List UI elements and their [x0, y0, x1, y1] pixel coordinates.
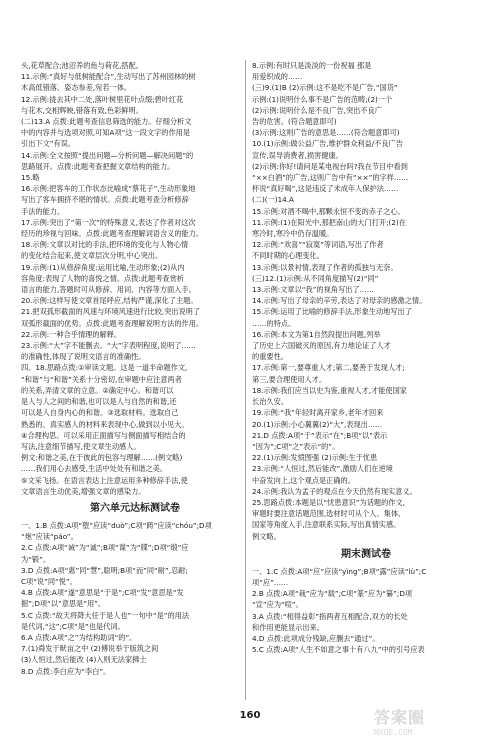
text-line: 7.(1)舜发于畎亩之中 (2)傅说举于版筑之间: [21, 644, 159, 654]
text-line: 中奋发向上,这个观点是正确的。: [252, 475, 355, 485]
text-line: 15.示例:运用了比喻的修辞手法,形象生动地写出了: [252, 307, 412, 317]
text-line: 的重要性。: [252, 352, 288, 362]
text-line: 一、1.C 点拨:A项“应”应读“yìng”;B项“露”应读“lù”;C: [252, 566, 427, 576]
text-line: 杯说“真好喝”,这是违反了未成年人保护法……: [252, 184, 399, 194]
text-line: (3)示例:这则广告的意思是……(符合题意即可): [252, 128, 400, 138]
text-line: 19.示例:“我”年轻时离开家乡,老年才回来: [252, 408, 384, 418]
text-line: 写出了客车拥挤不堪的情状。点拨:此题考查分析修辞: [21, 195, 189, 205]
text-line: 3.A 点拨:“相得益彰”指两者互相配合,双方的长处: [252, 611, 408, 621]
text-line: 23.示例:“人恒过,然后能改”,激励人们在逆境: [252, 464, 393, 474]
text-line: 头,花草配合;池沼养的鱼与荷花,搭配。: [21, 61, 143, 70]
column-divider: [245, 60, 246, 700]
text-line: (2)示例:你好!请问是某电视台吗?我在节目中看到: [252, 161, 408, 171]
text-line: 双弧形截面的优势。点拨:此题考查理解说明方法的作用。: [21, 318, 204, 328]
text-line: C项“说”同“悦”。: [21, 576, 77, 586]
text-line: 寒冷时,寒冷中仍存温暖。: [252, 229, 334, 239]
text-line: 15.略: [21, 173, 40, 183]
text-line: 长治久安。: [252, 397, 288, 407]
text-line: ④合理构思。可以采用正面描写与侧面描写相结合的: [21, 430, 186, 440]
text-line: 2.C 点拨:A项“诫”为“诚”;B项“谍”为“牒”;D项“缎”应: [21, 543, 189, 553]
text-line: “因为”;C项“之”表示“的”。: [252, 441, 340, 451]
text-line: 示例:(1)说明什么事不是广告的范畴;(2)一个: [252, 94, 393, 104]
left-bottom-text: [21, 520, 249, 677]
text-line: 5.C 点拨:“故天将降大任于是人也”一句中“是”的用法: [21, 610, 190, 620]
text-line: 6.A 点拨:A项“之”为结构助词“的”。: [21, 632, 137, 642]
watermark-logo: [374, 705, 492, 737]
text-line: 告的危害。(符合题意即可): [252, 117, 337, 127]
text-line: 2.B 点拨:A项“栽”应为“载”;C项“篆”应为“纂”;D项: [252, 589, 413, 599]
text-line: ……的特点。: [252, 318, 296, 328]
text-line: “炮”应读“páo”。: [21, 532, 78, 542]
text-line: 17.示例:第一,要尊重人才;第二,要善于发现人才;: [252, 363, 405, 373]
text-line: 是代词,“这”;C项“是”也是代词。: [21, 621, 125, 631]
right-column: [252, 60, 480, 655]
text-line: ……我们用心去感受,生活中处处有和谐之美。: [21, 464, 168, 474]
text-line: 思路展开。点拨:此题考查把握文章结构的能力。: [21, 161, 175, 171]
text-line: 的关系,弄清文章的立意。②确定中心。和谐可以: [21, 385, 174, 395]
text-line: 不同时期的心理变化。: [252, 251, 324, 261]
text-line: 4.B 点拨:A项“遂”意思是“于是”;C项“发”意思是“发: [21, 588, 184, 598]
text-line: 12.示例:拢去其中二处,落叶树里花叶点缀;碧叶红花: [21, 94, 184, 104]
text-line: 例文:和谐之美,在于彼此的包容与理解……(例文略): [21, 453, 183, 463]
text-line: “宣”应为“喧”。: [252, 600, 303, 610]
right-top-text: [252, 60, 480, 542]
text-line: 23.示例:“大”字不能删去。“大”字表明程度,说明了……: [21, 341, 196, 351]
text-line: 项“应”……: [252, 577, 289, 587]
text-line: (三)9.(1)B (2)示例:这不是吃不是广告,“国货”: [252, 83, 398, 93]
text-line: 16.示例:把客车的工作状态比喻成“蔡花子”,生动形象地: [21, 184, 196, 194]
text-line: 24.示例:我认为孟子的观点在今天仍然有现实意义。: [252, 486, 417, 496]
text-line: 22.(1)示例:发愤图强 (2)示例:生于忧患: [252, 453, 378, 463]
text-line: 和作用更能显示出来。: [252, 622, 324, 632]
text-line: 四、18.思路点拨:①审读文题。这是一道半命题作文,: [21, 363, 188, 373]
text-line: 语言的能力,答题时可从修辞、用词、内容等方面入手。: [21, 285, 196, 295]
watermark-text: 答案圈: [374, 708, 426, 727]
text-line: (三)12.(1)示例:从不同角度描写(2)“同”: [252, 273, 379, 283]
text-line: 为“锻”。: [21, 554, 51, 564]
text-line: 20.(1)示例:小心翼翼(2)“大”,表现出……: [252, 419, 383, 429]
left-top-text: [21, 60, 249, 497]
section-title-final-exam: 期末测试卷: [341, 548, 391, 560]
text-line: 宣传,误导消费者,损害健康。: [252, 150, 343, 160]
text-line: 12.示例:“欢喜”“寂寞”等词语,写出了作者: [252, 240, 384, 250]
text-line: 14.示例:全文按照“提出问题—分析问题—解决问题”的: [21, 150, 194, 160]
text-line: 引出下文”有误。: [21, 139, 76, 149]
text-line: 14.示例:写出了母亲的辛劳,表达了对母亲的感激之情。: [252, 296, 427, 306]
text-line: 10.(1)示例:做公益广告,维护群众利益/不良广告: [252, 139, 403, 149]
right-bottom-text: [252, 566, 480, 656]
text-line: 经历的珍视与回味。点拨:此题考查理解词语含义的能力。: [21, 229, 204, 239]
page-number: 160: [239, 710, 261, 721]
watermark-url: MXQE.COM: [374, 728, 413, 737]
text-line: “和谐”与“和谐”关系十分密切,在审题中应注意两者: [21, 374, 182, 384]
text-line: 21.把双孤形截面的风速与环境风速进行比较,突出说明了: [21, 307, 201, 317]
text-line: ⑤文采飞扬。在语言表达上注意运用多种修辞手法,使: [21, 475, 188, 485]
text-line: 文章语言生动优美,增强文章的感染力。: [21, 486, 146, 496]
section-title-unit-six: 第六单元达标测试卷: [90, 502, 180, 514]
text-line: “××白酒”的广告,这则广告中有“××”的字样……: [252, 173, 409, 183]
text-line: 掘”;D项“以”意思是“用”。: [21, 599, 106, 609]
text-line: (3)人恒过,然后能改 (4)入则无法家拂士: [21, 655, 147, 665]
text-line: 了历史上六国破灭的原因,有力地论证了人才: [252, 341, 391, 351]
text-line: 13.示例:文章以“我”的视角写出了……: [252, 285, 374, 295]
text-line: 3.D 点拨:A项“惠”同“慧”,聪明;B项“而”同“耐”,忍耐;: [21, 565, 188, 575]
text-line: 19.示例:(1)从修辞角度:运用比喻,生动形象;(2)从内: [21, 262, 185, 272]
text-line: 中的内容并与选项对照,可知A项“这一段文字的作用是: [21, 128, 191, 138]
text-line: 21.D 点拨:A项“于”表示“在”;B项“以”表示: [252, 430, 388, 440]
text-line: 可以是人自身内心的和谐。③选取材料。选取自己: [21, 408, 179, 418]
text-line: 第三,要合理使用人才。: [252, 374, 327, 384]
text-line: 22.示例:一种合乎情理的解释。: [21, 329, 122, 339]
text-line: 8.D 点拨:李白应为“李白”。: [21, 666, 111, 676]
text-line: (二)(一)14.A: [252, 195, 294, 205]
text-line: 写法,注意细节描写,使文章生动感人。: [21, 441, 141, 451]
left-column: [21, 60, 249, 677]
text-line: 4.D 点拨:此项成分残缺,应删去“通过”。: [252, 633, 380, 643]
text-line: 20.示例:这样写使文章首尾呼应,结构严谨,深化了主题。: [21, 296, 198, 306]
text-line: 是人与人之间的和谐,也可以是人与自然的和谐,还: [21, 397, 177, 407]
text-line: 熟悉的、真实感人的材料来表现中心,做到以小见大。: [21, 419, 189, 429]
text-line: 5.C 点拨:A项“人生不如意之事十有八九”中的引号应表: [252, 645, 425, 655]
text-line: 18.示例:我们应当以史为鉴,重视人才,才能使国家: [252, 385, 407, 395]
text-line: 的准确性,体现了说明文语言的准确性。: [21, 352, 146, 362]
text-line: 的变化结合起来,使文章层次分明,中心突出。: [21, 251, 163, 261]
text-line: (二)13.A 点拨:此题考查信息筛选的能力。仔细分析文: [21, 117, 192, 127]
text-line: 11.示例:“真好与低树能配合”,生动写出了苏州园林的树: [21, 72, 196, 82]
text-line: 与花木,交相辉映,错落有致,色彩鲜明。: [21, 105, 143, 115]
text-line: 11.示例:(1)在阳光中,那把南山的大门打开;(2)在: [252, 217, 406, 227]
text-line: 国家等角度入手,注意联系实际,写出真情实感。: [252, 520, 401, 530]
text-line: 例文略。: [252, 531, 281, 541]
text-line: 一、1.B 点拨:A项“堕”应读“duò”;C项“踌”应读“chóu”;D项: [21, 520, 212, 530]
text-line: 用爱织成的……: [252, 72, 303, 82]
text-line: 容角度:表现了人物的喜悦之情。点拨:此题考查赏析: [21, 273, 184, 283]
text-line: 16.示例:本文为第1自然段提出问题,列举: [252, 329, 381, 339]
text-line: 13.示例:以景衬情,表现了作者的孤独与无奈。: [252, 262, 398, 272]
text-line: 15.示例:对酒不喝中,那颗永恒不变的赤子之心。: [252, 206, 405, 216]
text-line: 手法的能力。: [21, 206, 65, 216]
text-line: 18.示例:文章以对比的手法,把环境的变化与人物心情: [21, 240, 189, 250]
text-line: 8.示例:有时只是淡淡的一份祝福 那是: [252, 61, 372, 70]
text-line: 审题时要注意话题范围,选材时可从个人、集体、: [252, 509, 406, 519]
text-line: (2)示例:说明什么是不良广告,突出不良广: [252, 105, 382, 115]
text-line: 木高低错落、姿态参差,宛若一体。: [21, 83, 132, 93]
text-line: 25.思路点拨:本题是以“忧患意识”为话题的作文,: [252, 497, 405, 507]
text-line: 17.示例:突出了“第一次”的特殊意义,表达了作者对这次: [21, 217, 196, 227]
